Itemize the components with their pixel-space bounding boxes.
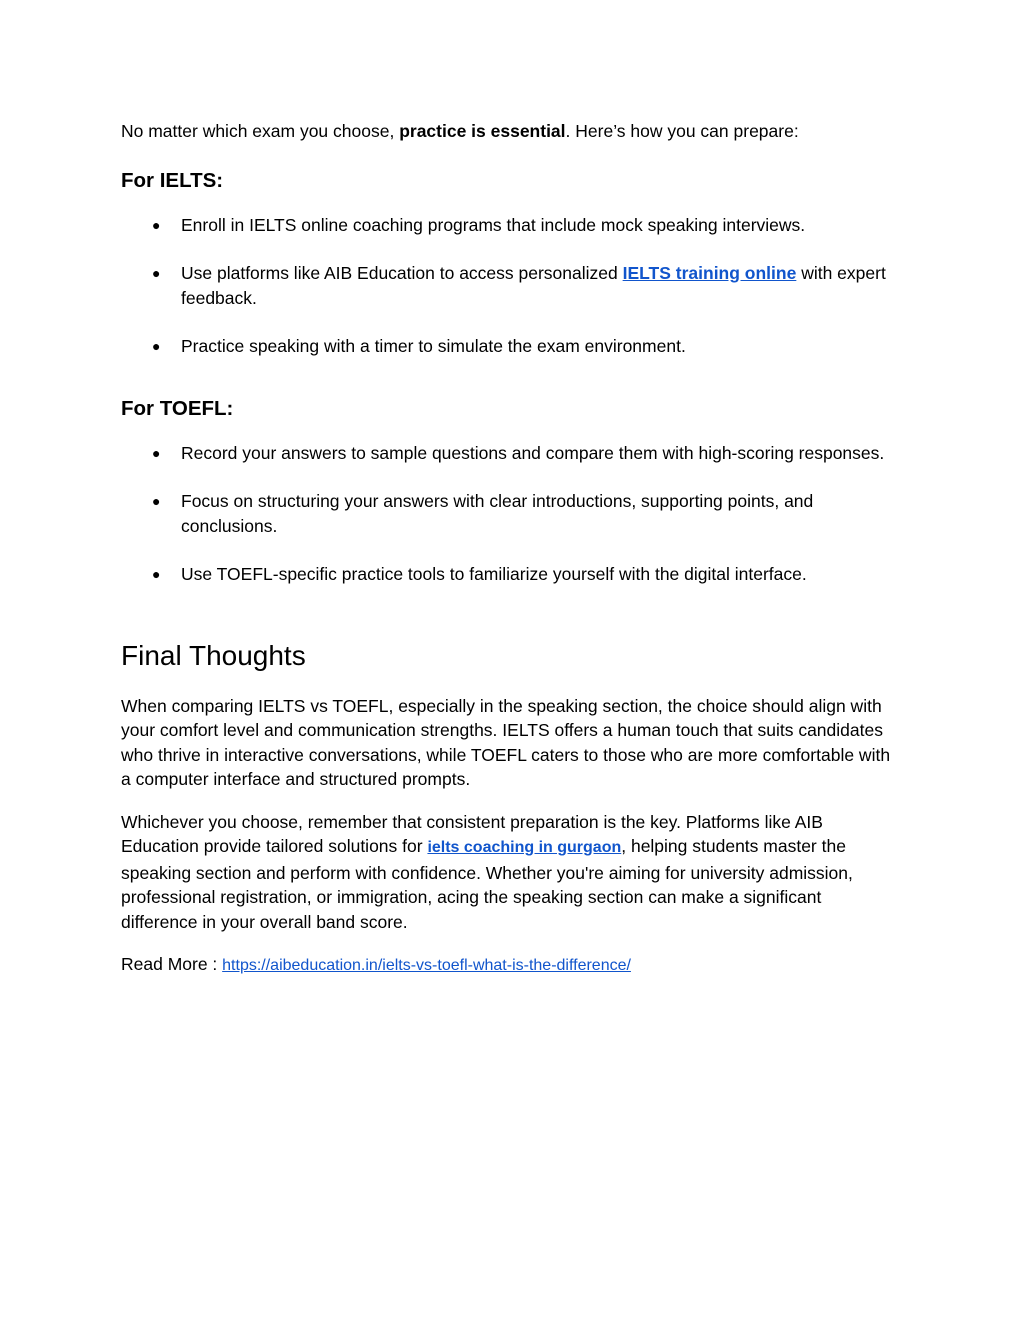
bullet-icon: ● bbox=[152, 216, 161, 233]
read-more-label: Read More : bbox=[121, 954, 223, 974]
list-item bbox=[121, 441, 896, 466]
bullet-icon: ● bbox=[152, 566, 161, 582]
ielts-coaching-gurgaon-link[interactable]: ielts coaching in gurgaon bbox=[427, 839, 622, 856]
intro-bold-text: practice is essential bbox=[399, 121, 566, 141]
intro-text: No matter which exam you choose, bbox=[121, 121, 400, 141]
final-thoughts-heading: Final Thoughts bbox=[121, 639, 306, 671]
bullet-icon: ● bbox=[152, 444, 161, 461]
document-page bbox=[121, 119, 896, 979]
bullet-icon: ● bbox=[152, 265, 161, 281]
intro-paragraph bbox=[121, 119, 896, 144]
ielts-bullet-list bbox=[121, 213, 896, 359]
intro-text-end: . Here’s how you can prepare: bbox=[565, 121, 799, 141]
ielts-heading: For IELTS: bbox=[121, 168, 224, 192]
final-paragraph-2 bbox=[121, 810, 896, 935]
list-item-text: Practice speaking with a timer to simulate the exam environment. bbox=[181, 336, 686, 356]
paragraph-text: Whichever you choose, remember that consistent preparation is the key. Platforms like AIB Education provide tailored solutions for bbox=[121, 811, 823, 856]
list-item bbox=[121, 562, 896, 587]
list-item-text: Focus on structuring your answers with clear introductions, supporting points, and conclusions. bbox=[181, 491, 814, 536]
list-item-text: Use TOEFL-specific practice tools to familiarize yourself with the digital interface. bbox=[181, 564, 807, 584]
list-item bbox=[121, 261, 896, 310]
list-item bbox=[121, 213, 896, 238]
final-paragraph-1: When comparing IELTS vs TOEFL, especially in the speaking section, the choice should align with your comfort level and communication strengths. IELTS offers a human touch that suits candidates who thrive in interactive conversations, while TOEFL caters to those who are more comfortable with a computer interface and structured prompts. bbox=[121, 695, 891, 789]
list-item-text: Enroll in IELTS online coaching programs that include mock speaking interviews. bbox=[181, 214, 806, 235]
read-more-line bbox=[121, 952, 896, 979]
list-item-text: Use platforms like AIB Education to access personalized bbox=[181, 263, 623, 283]
list-item bbox=[121, 334, 896, 359]
bullet-icon: ● bbox=[152, 338, 161, 354]
paragraph-text-end: , helping students master the speaking section and perform with confidence. Whether you're aiming for university admission, professional registration, or immigration, acing the speaking section can make a significant difference in your overall band score. bbox=[121, 836, 853, 932]
toefl-heading: For TOEFL: bbox=[121, 396, 234, 420]
list-item-text: Record your answers to sample questions and compare them with high-scoring responses. bbox=[181, 442, 885, 463]
read-more-url-link[interactable]: https://aibeducation.in/ielts-vs-toefl-what-is-the-difference/ bbox=[222, 957, 631, 974]
list-item bbox=[121, 489, 896, 538]
bullet-icon: ● bbox=[152, 493, 161, 509]
ielts-training-online-link[interactable]: IELTS training online bbox=[622, 263, 797, 283]
toefl-bullet-list bbox=[121, 441, 896, 587]
list-item-text-end: with expert feedback. bbox=[181, 263, 886, 308]
